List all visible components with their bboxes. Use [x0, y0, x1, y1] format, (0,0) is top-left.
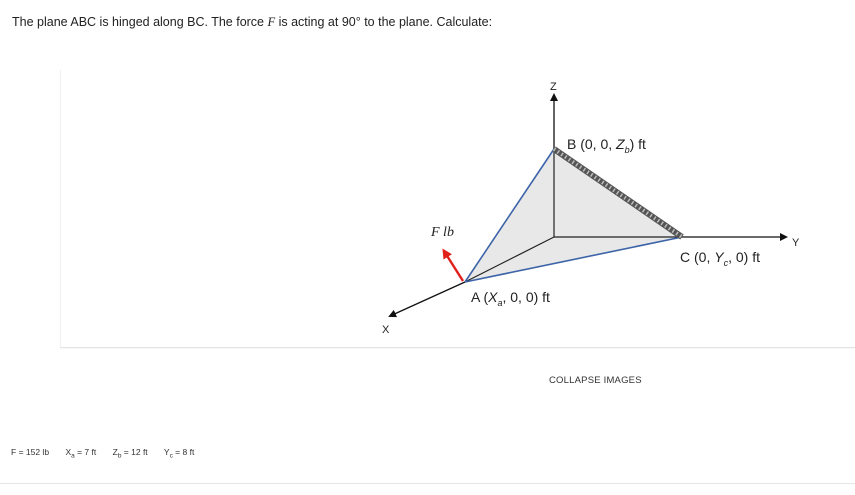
force-arrow: [444, 251, 463, 281]
param-f: F = 152 lb: [11, 447, 50, 457]
bottom-divider: [0, 483, 855, 484]
axis-x-label: X: [382, 324, 390, 336]
axis-z-label: Z: [550, 81, 557, 93]
question-prefix: The plane ABC is hinged along BC. The force: [12, 15, 268, 29]
point-b-label: B (0, 0, $Z_b$) ft: [567, 136, 646, 155]
point-c-label: C (0, $Y_c$, 0) ft: [680, 249, 760, 268]
param-zb: $Z_b = 12$ ft: [112, 447, 148, 460]
param-yc: $Y_c = 8$ ft: [163, 447, 195, 460]
param-xa: $X_a = 7$ ft: [65, 447, 97, 460]
force-label: F lb: [431, 225, 454, 240]
x-axis: [390, 282, 465, 316]
parameter-list: [11, 447, 208, 460]
question-suffix: is acting at 90° to the plane. Calculate:: [275, 15, 493, 29]
force-symbol: F: [267, 15, 276, 29]
axis-y-label: Y: [792, 237, 800, 249]
collapse-images-button[interactable]: COLLAPSE IMAGES: [549, 375, 642, 386]
point-a-label: A ($X_a$, 0, 0) ft: [471, 289, 550, 308]
